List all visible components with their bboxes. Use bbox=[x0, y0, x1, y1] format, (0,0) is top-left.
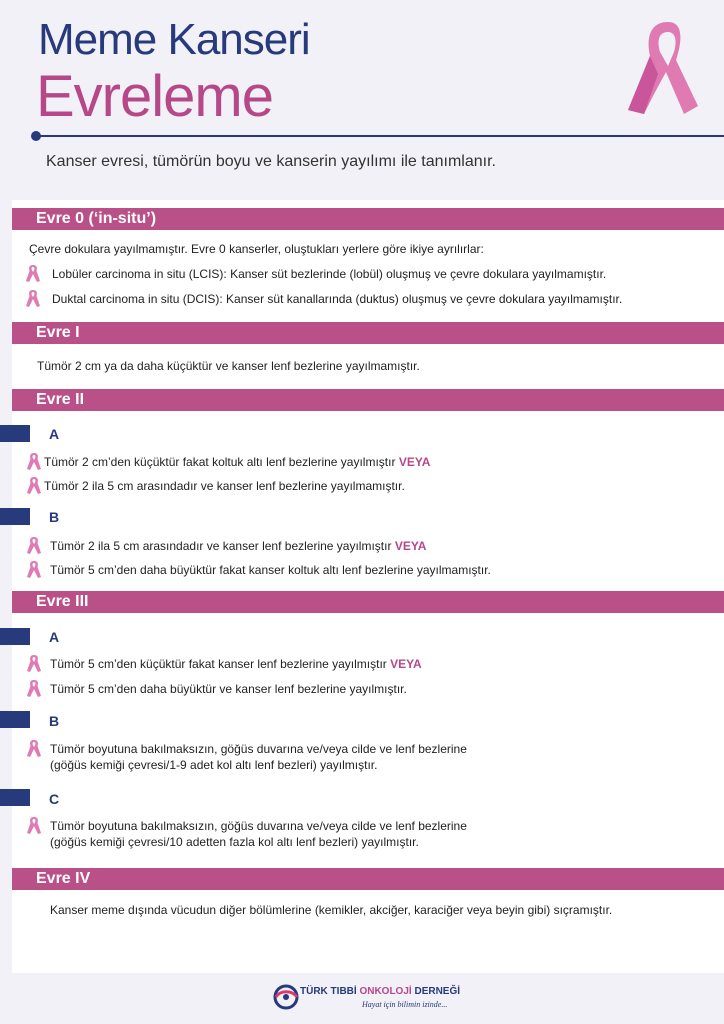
stage-2a-item-1 bbox=[44, 455, 430, 469]
stage-1-text: Tümör 2 cm ya da daha küçüktür ve kanser lenf bezlerine yayılmamıştır. bbox=[37, 359, 420, 373]
stage-4-text: Kanser meme dışında vücudun diğer bölümlerine (kemikler, akciğer, karaciğer veya beyin gibi) sıçramıştır. bbox=[50, 903, 613, 917]
stage-2a-item-2: Tümör 2 ila 5 cm arasındadır ve kanser lenf bezlerine yayılmamıştır. bbox=[44, 479, 405, 493]
pink-ribbon-icon bbox=[624, 14, 714, 134]
stage-4-header bbox=[12, 868, 724, 890]
org-name-part2: ONKOLOJİ bbox=[359, 986, 412, 997]
stage-3a-item-2: Tümör 5 cm’den daha büyüktür ve kanser lenf bezlerine yayılmıştır. bbox=[50, 682, 407, 696]
stage-3c-label: C bbox=[49, 791, 60, 807]
stage-2b-item-2: Tümör 5 cm’den daha büyüktür fakat kanser koltuk altı lenf bezlerine yayılmamıştır. bbox=[50, 563, 491, 577]
stage-2a-item-1-text: Tümör 2 cm’den küçüktür fakat koltuk altı lenf bezlerine yayılmıştır bbox=[44, 455, 396, 469]
stage-0-title: Evre 0 (‘in-situ’) bbox=[36, 210, 157, 227]
divider-dot bbox=[31, 131, 41, 141]
org-name-part1: TÜRK TIBBİ bbox=[300, 986, 357, 997]
stage-2b-label: B bbox=[49, 509, 60, 525]
veya-label: VEYA bbox=[390, 657, 422, 671]
stage-3a-item-1-text: Tümör 5 cm’den küçüktür fakat kanser lenf bezlerine yayılmıştır bbox=[50, 657, 387, 671]
bullet-ribbon-icon bbox=[26, 452, 42, 472]
stage-2b-item-1 bbox=[50, 539, 426, 553]
content-panel bbox=[12, 200, 724, 973]
stage-2b-item-1-text: Tümör 2 ila 5 cm arasındadır ve kanser lenf bezlerine yayılmıştır bbox=[50, 539, 392, 553]
stage-3a-label: A bbox=[49, 629, 60, 645]
org-name-part3: DERNEĞİ bbox=[414, 986, 461, 997]
bullet-ribbon-icon bbox=[26, 739, 42, 759]
bullet-ribbon-icon bbox=[26, 654, 42, 674]
stage-2a-tab bbox=[0, 425, 30, 442]
stage-3c-line-2: (göğüs kemiği çevresi/10 adetten fazla kol altı lenf bezleri) yayılmıştır. bbox=[50, 835, 419, 849]
title-line2: Evreleme bbox=[36, 64, 273, 129]
veya-label: VEYA bbox=[398, 455, 431, 469]
subtitle: Kanser evresi, tümörün boyu ve kanserin yayılımı ile tanımlanır. bbox=[46, 153, 496, 170]
stage-3-title: Evre III bbox=[36, 593, 89, 610]
stage-2-header bbox=[12, 389, 724, 411]
stage-0-intro: Çevre dokulara yayılmamıştır. Evre 0 kanserler, oluştukları yerlere göre ikiye ayrılırlar: bbox=[29, 242, 484, 256]
bullet-ribbon-icon bbox=[26, 816, 42, 836]
header-divider bbox=[36, 135, 724, 137]
stage-3-header bbox=[12, 591, 724, 613]
stage-2a-label: A bbox=[49, 426, 60, 442]
stage-3a-item-1 bbox=[50, 657, 422, 671]
stage-3b-line-1: Tümör boyutuna bakılmaksızın, göğüs duvarına ve/veya cilde ve lenf bezlerine bbox=[50, 742, 467, 756]
stage-2b-tab bbox=[0, 508, 30, 525]
bullet-ribbon-icon bbox=[26, 560, 42, 580]
bullet-ribbon-icon bbox=[25, 289, 41, 309]
stage-3b-tab bbox=[0, 711, 30, 728]
org-name bbox=[300, 986, 460, 997]
bullet-ribbon-icon bbox=[26, 679, 42, 699]
stage-2-title: Evre II bbox=[36, 391, 85, 408]
stage-3b-line-2: (göğüs kemiği çevresi/1-9 adet kol altı lenf bezleri) yayılmıştır. bbox=[50, 758, 378, 772]
org-tagline: Hayat için bilimin izinde... bbox=[362, 1000, 448, 1009]
bullet-ribbon-icon bbox=[26, 536, 42, 556]
bullet-ribbon-icon bbox=[26, 476, 42, 496]
stage-4-title: Evre IV bbox=[36, 870, 91, 887]
veya-label: VEYA bbox=[394, 539, 427, 553]
stage-1-header bbox=[12, 322, 724, 344]
bullet-ribbon-icon bbox=[25, 264, 41, 284]
stage-0-item-2: Duktal carcinoma in situ (DCIS): Kanser süt kanallarında (duktus) oluşmuş ve çevre dokulara yayılmamıştır. bbox=[52, 292, 623, 306]
title-line1: Meme Kanseri bbox=[38, 15, 310, 64]
stage-3b-label: B bbox=[49, 713, 60, 729]
stage-1-title: Evre I bbox=[36, 324, 80, 341]
stage-3c-line-1: Tümör boyutuna bakılmaksızın, göğüs duvarına ve/veya cilde ve lenf bezlerine bbox=[50, 819, 467, 833]
stage-0-header bbox=[12, 208, 724, 230]
stage-3a-tab bbox=[0, 628, 30, 645]
stage-3c-tab bbox=[0, 789, 30, 806]
stage-0-item-1: Lobüler carcinoma in situ (LCIS): Kanser süt bezlerinde (lobül) oluşmuş ve çevre dokulara yayılmamıştır. bbox=[52, 267, 607, 281]
